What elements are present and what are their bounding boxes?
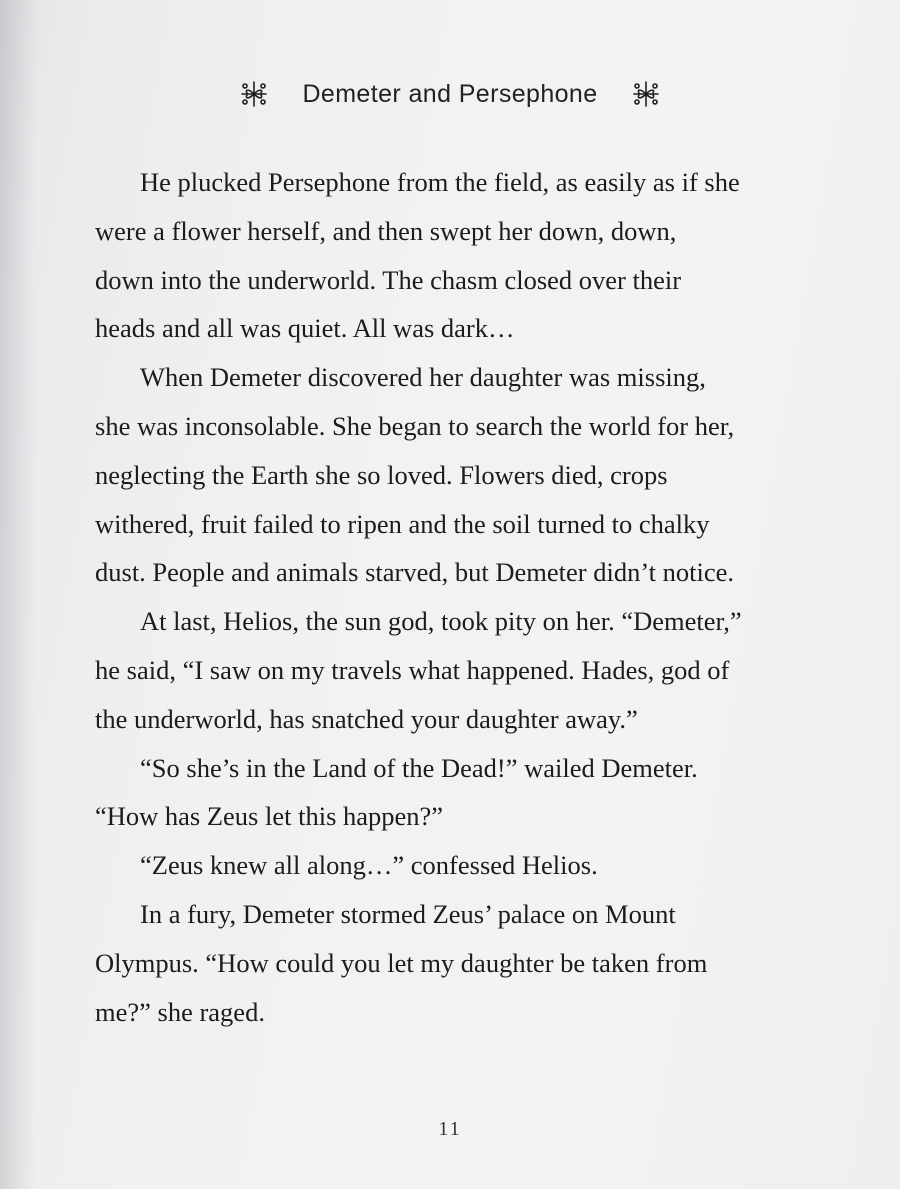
text-line: At last, Helios, the sun god, took pity on her. “Demeter,” bbox=[140, 606, 742, 637]
text-line: she was inconsolable. She began to search the world for her, bbox=[95, 410, 735, 441]
text-line: dust. People and animals starved, but Demeter didn’t notice. bbox=[95, 557, 735, 588]
paragraph bbox=[95, 841, 815, 890]
paragraph bbox=[95, 890, 815, 1036]
text-line: When Demeter discovered her daughter was missing, bbox=[140, 362, 706, 393]
page-gutter-shadow bbox=[0, 0, 36, 1189]
text-line: He plucked Persephone from the field, as easily as if she bbox=[140, 167, 740, 197]
text-line: heads and all was quiet. All was dark… bbox=[95, 313, 515, 344]
text-line: “Zeus knew all along…” confessed Helios. bbox=[140, 850, 598, 881]
paragraph bbox=[95, 744, 815, 842]
text-line: Olympus. “How could you let my daughter be taken from bbox=[95, 947, 708, 978]
running-header bbox=[0, 74, 900, 114]
paragraph bbox=[95, 597, 815, 743]
text-line: down into the underworld. The chasm closed over their bbox=[95, 264, 682, 295]
text-line: he said, “I saw on my travels what happened. Hades, god of bbox=[95, 654, 730, 685]
text-line: In a fury, Demeter stormed Zeus’ palace on Mount bbox=[140, 898, 676, 929]
chapter-title: Demeter and Persephone bbox=[302, 79, 598, 108]
text-line: me?” she raged. bbox=[95, 996, 265, 1027]
text-line: “How has Zeus let this happen?” bbox=[95, 801, 444, 832]
paragraph bbox=[95, 158, 815, 353]
page-number: 11 bbox=[438, 1118, 462, 1140]
text-line: “So she’s in the Land of the Dead!” wailed Demeter. bbox=[140, 752, 698, 783]
fleuron-icon bbox=[240, 80, 268, 108]
fleuron-icon bbox=[632, 80, 660, 108]
paragraph bbox=[95, 353, 815, 597]
body-text bbox=[95, 158, 815, 1036]
text-line: were a flower herself, and then swept her down, down, bbox=[95, 215, 677, 246]
text-line: neglecting the Earth she so loved. Flowers died, crops bbox=[95, 459, 668, 490]
text-line: the underworld, has snatched your daughter away.” bbox=[95, 703, 638, 734]
text-line: withered, fruit failed to ripen and the soil turned to chalky bbox=[95, 508, 710, 539]
